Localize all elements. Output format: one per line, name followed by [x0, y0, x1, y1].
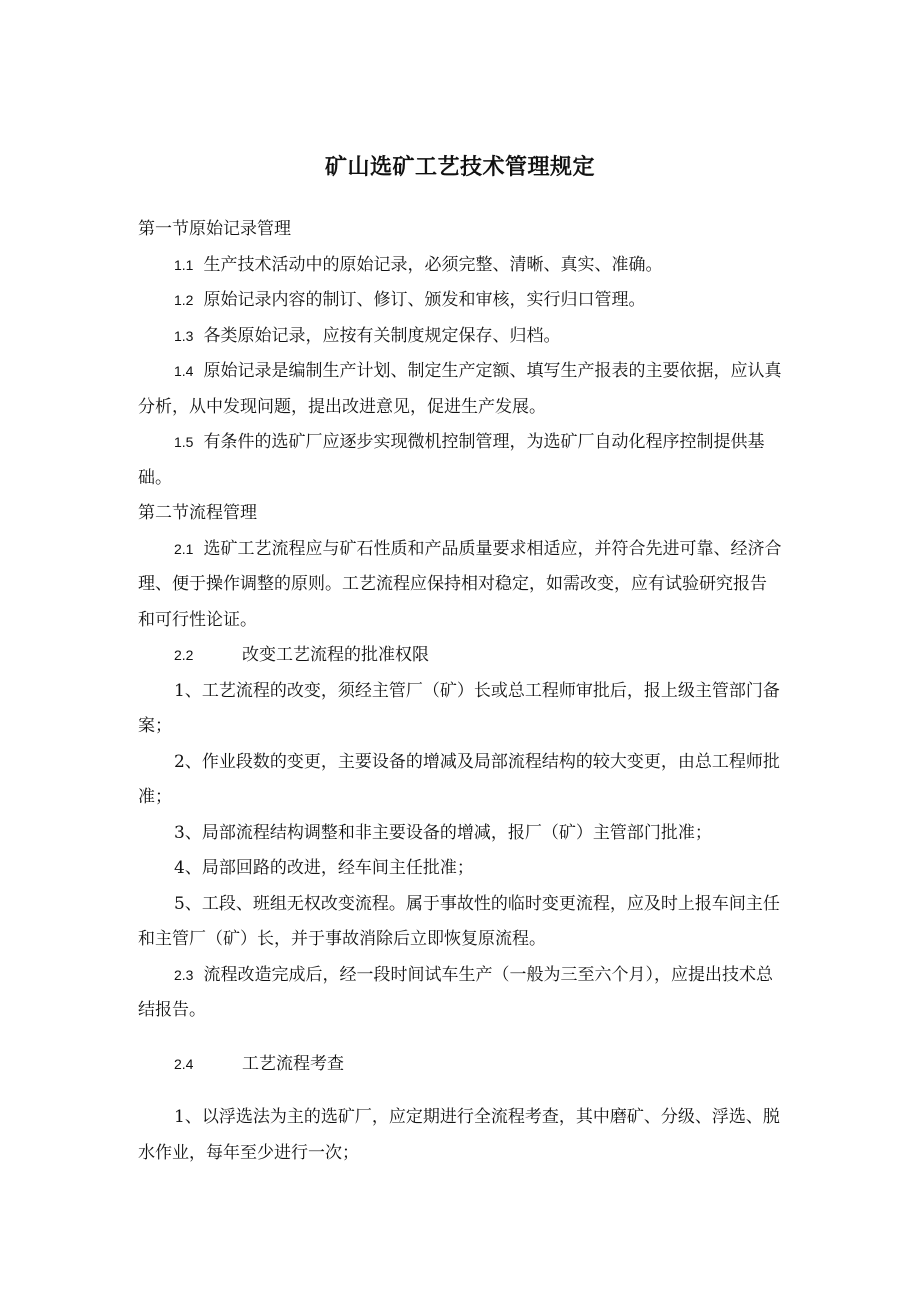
sub-item-2-2-5: 5、工段、班组无权改变流程。属于事故性的临时变更流程，应及时上报车间主任和主管厂（矿）长，并于事故消除后立即恢复原流程。 [138, 893, 780, 949]
section-heading-1: 第一节原始记录管理 [138, 219, 291, 239]
clause-number: 2.1 [174, 540, 194, 557]
clause-number: 2.4 [174, 1055, 194, 1072]
clause-number: 1.2 [174, 292, 194, 308]
clause-number: 1.1 [174, 256, 194, 273]
clause-number: 1.3 [174, 327, 194, 344]
sub-item-2-2-3: 3、局部流程结构调整和非主要设备的增减，报厂（矿）主管部门批准； [174, 822, 712, 843]
document-body [138, 212, 783, 1171]
sub-item-2-4-1: 1、以浮选法为主的选矿厂，应定期进行全流程考查，其中磨矿、分级、浮选、脱水作业，每年至少进行一次； [138, 1107, 780, 1163]
clause-text: 流程改造完成后，经一段时间试车生产（一般为三至六个月），应提出技术总结报告。 [138, 964, 773, 1020]
clause-text: 生产技术活动中的原始记录，必须完整、清晰、真实、准确。 [203, 254, 663, 275]
clause-1-4 [138, 354, 783, 425]
clause-1-3 [138, 319, 783, 355]
clause-2-2 [138, 638, 783, 674]
clause-text: 各类原始记录，应按有关制度规定保存、归档。 [203, 325, 561, 346]
clause-1-5 [138, 425, 783, 496]
clause-text: 原始记录内容的制订、修订、颁发和审核，实行归口管理。 [203, 290, 646, 310]
clause-text: 选矿工艺流程应与矿石性质和产品质量要求相适应，并符合先进可靠、经济合理、便于操作调整的原则。工艺流程应保持相对稳定，如需改变，应有试验研究报告和可行性论证。 [138, 538, 782, 630]
clause-2-1 [138, 532, 783, 639]
sub-item-2-2-1: 1、工艺流程的改变，须经主管厂（矿）长或总工程师审批后，报上级主管部门备案； [138, 680, 780, 736]
clause-number: 2.3 [174, 966, 194, 983]
clause-1-2 [138, 283, 783, 319]
clause-text: 改变工艺流程的批准权限 [242, 645, 429, 665]
clause-1-1 [138, 248, 783, 284]
section-heading-2: 第二节流程管理 [138, 503, 257, 523]
clause-2-3 [138, 958, 783, 1029]
clause-number: 1.4 [174, 363, 194, 379]
clause-text: 原始记录是编制生产计划、制定生产定额、填写生产报表的主要依据，应认真分析，从中发现问题，提出改进意见，促进生产发展。 [138, 361, 782, 417]
document-title: 矿山选矿工艺技术管理规定 [324, 155, 595, 180]
sub-item-2-2-4: 4、局部回路的改进，经车间主任批准； [174, 858, 474, 878]
clause-text: 工艺流程考查 [242, 1053, 344, 1074]
clause-text: 有条件的选矿厂应逐步实现微机控制管理，为选矿厂自动化程序控制提供基础。 [138, 432, 765, 488]
clause-number: 2.2 [174, 647, 194, 663]
clause-number: 1.5 [174, 434, 194, 450]
clause-2-4 [138, 1047, 783, 1083]
sub-item-2-2-2: 2、作业段数的变更，主要设备的增减及局部流程结构的较大变更，由总工程师批准； [138, 751, 780, 807]
